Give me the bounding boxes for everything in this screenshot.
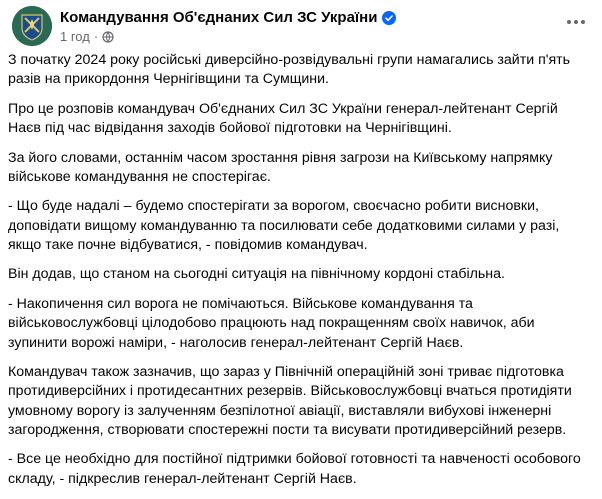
post-paragraph: За його словами, останнім часом зростання рівня загрози на Київському напрямку військове командування не спостерігає. — [8, 149, 553, 185]
time-row — [60, 29, 590, 45]
post-paragraph: Він додав, що станом на сьогодні ситуація на північному кордоні стабільна. — [8, 266, 505, 283]
emblem-icon — [12, 6, 52, 46]
separator-dot: · — [93, 29, 99, 44]
more-options-icon — [566, 19, 586, 25]
post-paragraph: - Все це необхідно для постійної підтримки бойової готовності та навченості особового складу, - підкреслив генерал-лейтенант Сергій Наєв. — [8, 451, 581, 487]
post-paragraph: Командувач також зазначив, що зараз у Північній операційній зоні триває підготовка протидиверсійних і протидесантних резервів. Військовослужбовці вчаться протидіяти умовному ворогу із залученням безпілотної авіації, виставляли вибухові інженерні загородження, створювати спостережні пости та висувати протидиверсійний резерв. — [8, 363, 572, 438]
post-time[interactable]: 1 год — [60, 29, 90, 44]
post-paragraph: - Накопичення сил ворога не помічаються. Військове командування та військовослужбовці цілодобово працюють над покращенням своїх навичок, аби зупинити ворожі наміри, - наголосив генерал-лейтенант Сергій Наєв. — [8, 295, 535, 351]
author-row — [60, 9, 590, 27]
avatar[interactable] — [12, 6, 52, 46]
post-body — [8, 51, 594, 499]
post-meta — [60, 6, 590, 45]
globe-icon[interactable] — [102, 31, 114, 43]
post-paragraph: З початку 2024 року російські диверсійно-розвідувальні групи намагались зайти п'ять разів на прикордоння Чернігівщини та Сумщини. — [8, 52, 571, 88]
post-paragraph: - Що буде надалі – будемо спостерігати за ворогом, своєчасно робити висновки, доповідати вищому командуванню та посилювати себе додатковими силами у разі, якщо таке почне відбуватися, - повідомив командувач. — [8, 198, 560, 253]
post-paragraph: Про це розповів командувач Об'єднаних Сил ЗС України генерал-лейтенант Сергій Наєв під час відвідання заходів бойової підготовки на Чернігівщині. — [8, 100, 558, 137]
more-options-button[interactable] — [562, 12, 590, 32]
author-name[interactable]: Командування Об'єднаних Сил ЗС України — [60, 9, 378, 26]
verified-badge-icon — [382, 11, 396, 25]
post-header — [12, 6, 590, 46]
